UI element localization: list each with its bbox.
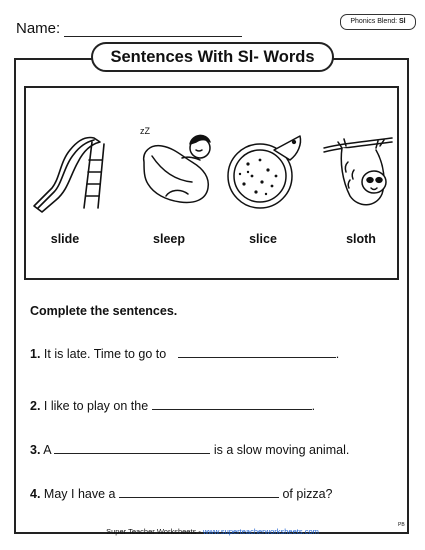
badge-blend: Sl (399, 18, 406, 25)
sentence-text: A (43, 443, 51, 457)
sentence-text-end: is a slow moving animal. (213, 443, 350, 457)
answer-blank[interactable] (119, 487, 279, 498)
answer-blank[interactable] (54, 443, 210, 454)
page-code: PB (398, 522, 405, 528)
answer-blank[interactable] (178, 347, 336, 358)
sentence-text: It is late. Time to go to (43, 347, 167, 361)
sentence-number: 2. (30, 399, 41, 413)
pizza-slice-icon (222, 128, 304, 212)
phonics-blend-badge (340, 14, 416, 30)
sentence-1 (30, 347, 339, 361)
name-label: Name: (16, 20, 61, 37)
sentence-number: 3. (30, 443, 41, 457)
answer-blank[interactable] (152, 399, 312, 410)
sentence-text-end: . (311, 399, 316, 413)
footer-site-name: Super Teacher Worksheets - (106, 527, 201, 536)
picture-word: sleep (153, 232, 185, 246)
footer-url[interactable]: www.superteacherworksheets.com (202, 527, 319, 536)
page-title: Sentences With Sl- Words (91, 42, 334, 72)
svg-text:zZ: zZ (140, 126, 150, 136)
picture-word: slice (249, 232, 277, 246)
sentence-text: I like to play on the (43, 399, 149, 413)
slide-icon (26, 128, 116, 214)
picture-word: slide (50, 232, 80, 246)
sloth-icon (320, 122, 396, 214)
name-field-line[interactable] (64, 36, 242, 37)
sentence-number: 4. (30, 487, 41, 501)
sentence-2 (30, 399, 315, 413)
sentence-number: 1. (30, 347, 41, 361)
sentence-3 (30, 443, 349, 457)
sentence-text-end: of pizza? (282, 487, 333, 501)
badge-prefix: Phonics Blend: (350, 18, 398, 25)
instructions: Complete the sentences. (30, 304, 178, 318)
sentence-text-end: . (335, 347, 340, 361)
footer (0, 527, 425, 536)
picture-word: sloth (346, 232, 376, 246)
sentence-4 (30, 487, 333, 501)
sleeping-child-icon (136, 122, 218, 212)
sentence-text: May I have a (43, 487, 116, 501)
